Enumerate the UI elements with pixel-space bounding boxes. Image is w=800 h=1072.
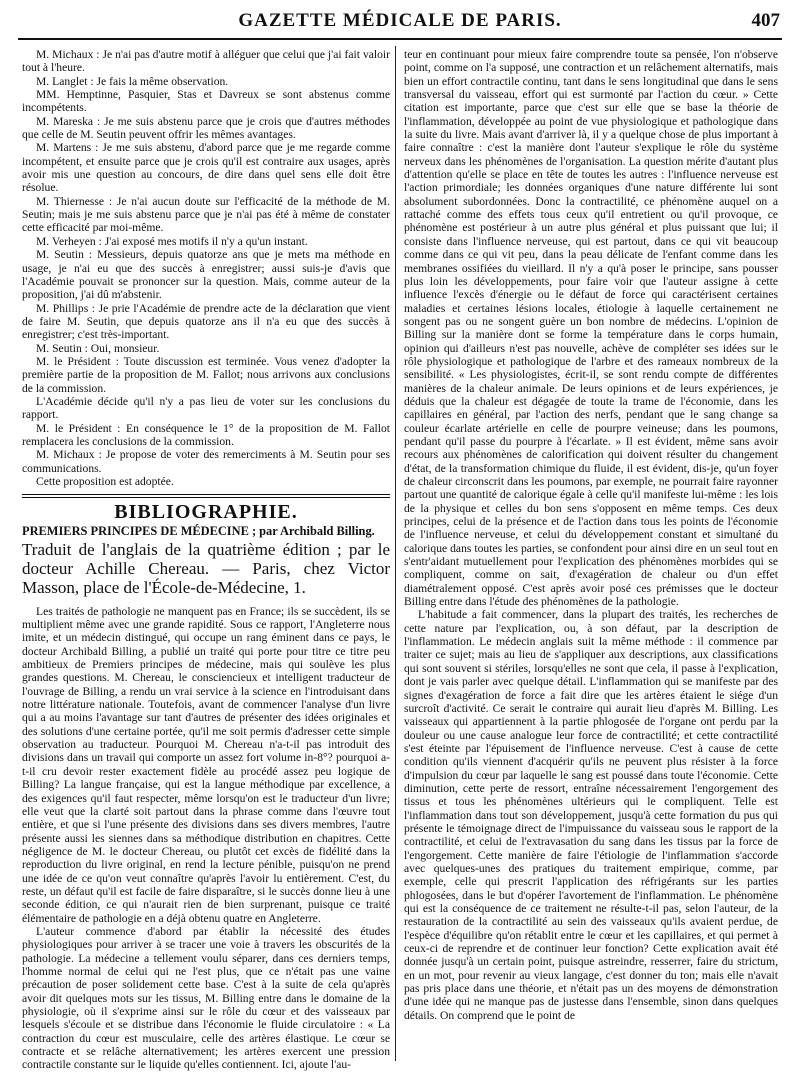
discussion-paragraph: M. Phillips : Je prie l'Académie de prendre acte de la déclaration que vient de faire M. Seutin, que depuis quatorze ans il n'a eu que des succès à enregistrer; c'est très-important.: [22, 301, 390, 342]
section-title: BIBLIOGRAPHIE.: [114, 501, 298, 524]
left-column: [22, 48, 390, 1072]
discussion-paragraph: M. le Président : En conséquence le 1° de la proposition de M. Fallot remplacera les conclusions de la commission.: [22, 421, 390, 448]
review-paragraph: teur en continuant pour mieux faire comprendre toute sa pensée, l'on n'observe point, comme on l'a supposé, une contraction et un relâchement alternatifs, mais bien un effort contractile continu, tant dans le sens longitudinal que dans le sens transversal du vaisseau, effort qui est surmonté par l'action du cœur. » Cette citation est importante, parce que c'est sur elle que se base la théorie de l'inflammation, développée au point de vue physiologique et pathologique dans la suite du livre. Mais avant d'arriver là, il y a quelque chose de plus important à faire connaître : c'est la manière dont l'auteur s'explique le rôle du système nerveux dans les phénomènes de l'organisation. La question mérite d'autant plus d'attention qu'elle se place en tête de toutes les autres : l'influence nerveuse est l'action primordiale; les données organiques d'une nature différente lui sont absolument subordonnées. Donc la contractilité, ce phénomène auquel on a rattaché comme des effets tous ceux qu'il entretient ou qu'il provoque, ce phénomène est postérieur à un autre plus général et plus puissant que lui; il consiste dans l'influence nerveuse, qui est partout, dans ce qui vit beaucoup comme dans ce qui vit peu, dans la peau délicate de l'enfant comme dans les membranes ossifiées du vieillard. Il n'y a qu'à poser le principe, sans pousser plus loin les développements, pour faire voir que l'auteur assigne à cette influence l'excès d'énergie ou le défaut de force qui caractérisent certaines maladies et certaines lésions locales, étiologie à laquelle certainement ne songent pas ou ne songent guère un bon nombre de médecins. L'opinion de Billing sur la manière dont se forme la température dans le corps humain, opinion qui d'ailleurs n'est pas nouvelle, achève de compléter ses idées sur le rôle physiologique et pathologique de l'arbre et des rameaux nombreux de la sensibilité. « Les physiologistes, écrit-il, se sont rendu compte de différentes manières de la chaleur animale. De leurs opinions et de leurs expériences, je déduis que la chaleur est dégagée de toute la trame de l'économie, dans les capillaires en général, par l'action des nerfs, pendant que le sang change sa couleur écarlate artérielle en celle de pourpre veineuse; dans les poumons, pendant qu'il passe du pourpre à l'écarlate. » Il est évident, même sans avoir recours aux phénomènes de calorification qui doivent résulter du changement d'état, de la transformation chimique du fluide, il est évident, dis-je, qu'un foyer de chaleur circonscrit dans les poumons, par exemple, ne pourrait faire rayonner partout une quantité de calorique égale à celle qu'il manifeste lui-même : les lois de la physique et celles du bon sens s'opposent en même temps. Ces deux principes, celui de la présence et de l'action dans tous les points de l'économie de l'influence nerveuse, et celui du développement constant et simultané du calorique dans toutes les parties, se confondent pour ainsi dire en un seul tout en s'entr'aidant mutuellement pour l'explication des phénomènes morbides qui se compliquent, comme on sait, d'exagération de chaleur ou d'un effet diamétralement opposé. C'est après avoir posé ces prémisses que le docteur Billing entre dans l'étude des phénomènes de la pathologie.: [404, 48, 778, 609]
review-paragraph: L'auteur commence d'abord par établir la nécessité des études physiologiques pour arriver à se tracer une voie à travers les obscurités de la pathologie. La médecine a tellement voulu séparer, dans ces derniers temps, l'homme normal de celui qui ne l'est plus, que ce n'était pas une vaine précaution de poser solidement cette base. C'est à la suite de cela qu'après avoir dit quelques mots sur les tissus, M. Billing entre dans le domaine de la physiologie, où il s'exprime ainsi sur le rôle du cœur et des vaisseaux par lesquels s'écoule et se distribue dans l'économie le fluide circulatoire : « La contraction du cœur est musculaire, celle des artères élastique. Le cœur se contracte et se relâche alternativement; les artères exercent une pression contractile constante sur le liquide qu'elles contiennent. Ici, ajoute l'au-: [22, 924, 390, 1072]
discussion-block: [22, 48, 390, 488]
discussion-paragraph: M. Seutin : Oui, monsieur.: [36, 341, 160, 355]
discussion-paragraph: L'Académie décide qu'il n'y a pas lieu de voter sur les conclusions du rapport.: [22, 394, 390, 422]
page-header: [18, 8, 782, 40]
discussion-paragraph: M. Michaux : Je n'ai pas d'autre motif à alléguer que celui que j'ai fait valoir tout à l'heure.: [22, 48, 390, 75]
discussion-paragraph: M. le Président : Toute discussion est terminée. Vous venez d'adopter la première partie de la proposition de M. Fallot; nous arrivons aux conclusions de la commission.: [22, 354, 390, 395]
review-paragraph: Les traités de pathologie ne manquent pas en France; ils se succèdent, ils se multiplient même avec une grande rapidité. Sous ce rapport, l'Angleterre nous imite, et un médecin distingué, qui occupe un rang éminent dans ce pays, le docteur Archibald Billing, a publié un traité qui porte pour titre ce titre peu ambitieux de Premiers principes de médecine, mais qui soulève les plus grandes questions. M. Chereau, le consciencieux et intelligent traducteur de l'ouvrage de Billing, a rendu un vrai service à la science en l'introduisant dans notre littérature nationale. Toutefois, avant de commencer l'analyse d'un livre qui a au moins l'avantage sur tant d'autres de présenter des idées originales et des solutions d'une certaine portée, qu'il me soit permis d'adresser cette simple observation au traducteur. Pourquoi M. Chereau n'a-t-il pas introduit des divisions dans un travail qui comporte un assez fort volume in-8°? pourquoi a-t-il cru devoir rester exactement fidèle au procédé assez peu logique de Billing? La langue française, qui est la langue méthodique par excellence, a des exigences qu'il faut respecter, même lorsqu'on est le traducteur d'un livre; elle veut que la clarté soit partout dans la phrase comme dans l'œuvre tout entière, et que si l'une présente des divisions dans ses divers membres, l'autre présente aussi les siennes dans sa méthodique distribution en chapitres. Cette négligence de M. le docteur Chereau, ou plutôt cet excès de fidélité dans la reproduction du livre original, en rend la lecture pénible, puisqu'on ne prend une idée de ce qu'on veut connaître qu'après l'avoir lu entièrement. C'est, du reste, un défaut qu'il est facile de faire disparaître, si le succès donne lieu à une seconde édition, ce qui n'aurait rien de bien surprenant, puisque ce traité élémentaire de pathologie en a déjà obtenu quatre en Angleterre.: [22, 604, 390, 925]
journal-title: GAZETTE MÉDICALE DE PARIS.: [238, 10, 562, 31]
page-number: 407: [751, 10, 780, 31]
discussion-paragraph: M. Martens : Je me suis abstenu, d'abord parce que je me regarde comme incompétent, et ensuite parce que je crois qu'il est contraire aux usages, après avoir mis une question au concours, de dire dans quel sens elle doit être résolue.: [22, 141, 390, 195]
discussion-paragraph: Cette proposition est adoptée.: [36, 475, 174, 488]
column-divider: [395, 46, 396, 1061]
book-subtitle: Traduit de l'anglais de la quatrième édition ; par le docteur Achille Chereau. — Paris, chez Victor Masson, place de l'École-de-Médecine, 1.: [22, 539, 390, 597]
review-paragraph: L'habitude a fait commencer, dans la plupart des traités, les recherches de cette nature par l'explication, ou, à son défaut, par la description de l'inflammation. Le médecin anglais suit la même méthode : il commence par traiter ce sujet; mais au lieu de s'appliquer aux descriptions, aux classifications qui sont souvent si stériles, lorsqu'elles ne sont que cela, il passe à l'explication, dont je vais parler avec quelque détail. L'inflammation qui se manifeste par des signes d'exagération de force a fait dire que les artères étaient le siége d'un surcroît d'activité. Ce serait le contraire qui aurait lieu d'après M. Billing. Les vaisseaux qui appartiennent à la partie phlogosée de l'organe ont perdu par la douleur ou une cause analogue leur force de contractilité; et cette contractilité s'est éteinte par l'épuisement de l'influence nerveuse. C'est à cause de cette condition qu'ils viennent d'acquérir qu'ils ne peuvent plus résister à la force d'impulsion du cœur par laquelle le sang est poussé dans toute l'économie. Cette diminution, cette perte de ressort, entraîne nécessairement l'engorgement des tissus et tous les phénomènes ultérieurs qui le compliquent. Telle est l'inflammation dans tout son développement, jusqu'à cette formation du pus qui présente le témoignage direct de l'impuissance du vaisseau sous le rapport de la contractilité, et celui de l'extravasation du sang dans les tissus par la force de l'engorgement. Cette manière de faire l'étiologie de l'inflammation s'accorde avec quelques-unes des pratiques du traitement empirique, comme, par exemple, celle qui prescrit l'application des réfrigérants sur les parties phlogosées, dans le but d'opérer l'avortement de l'inflammation. Le phénomène qui est la conséquence de ce traitement ne résulte-t-il pas, selon l'auteur, de la restauration de la contractilité au sein des vaisseaux qu'ils avaient perdue, de l'espèce d'équilibre qu'on rétablit entre le cœur et les capillaires, et qui permet à ceux-ci de reprendre et de continuer leur fonction? Cette explication avait été donnée jusqu'à un certain point, puisque astreindre, resserrer, faire du strictum, en un mot, pour revenir au vieux langage, c'est donner du ton; mais elle n'avait pas pris place dans une théorie, et n'était pas un des moyens de démonstration d'une idée qui ne manque pas de justesse dans l'ensemble, sinon dans quelques détails. On comprend que le point de: [404, 608, 778, 1022]
discussion-paragraph: M. Michaux : Je propose de voter des remerciments à M. Seutin pour ses communications.: [22, 448, 390, 475]
discussion-paragraph: M. Thiernesse : Je n'ai aucun doute sur l'efficacité de la méthode de M. Seutin; mais je me suis abstenu parce que je n'ai pas été à même de constater cette efficacité par moi-même.: [22, 194, 390, 235]
right-column: [404, 48, 778, 1061]
book-title: PREMIERS PRINCIPES DE MÉDECINE ; par Archibald Billing.: [22, 523, 375, 538]
discussion-paragraph: MM. Hemptinne, Pasquier, Stas et Davreux se sont abstenus comme incompétents.: [22, 88, 390, 115]
discussion-paragraph: M. Seutin : Messieurs, depuis quatorze ans que je mets ma méthode en usage, je n'ai eu que des succès à enregistrer; aussi suis-je d'avis que l'Académie pouvait se prononcer sur la question. Mais, comme auteur de la proposition, j'ai dû m'abstenir.: [22, 248, 390, 302]
section-rule: [22, 494, 390, 498]
discussion-paragraph: M. Langlet : Je fais la même observation.: [36, 74, 229, 88]
discussion-paragraph: M. Mareska : Je me suis abstenu parce que je crois que d'autres méthodes que celle de M. Seutin peuvent offrir les mêmes avantages.: [22, 114, 390, 142]
discussion-paragraph: M. Verheyen : J'ai exposé mes motifs il n'y a qu'un instant.: [36, 234, 308, 248]
